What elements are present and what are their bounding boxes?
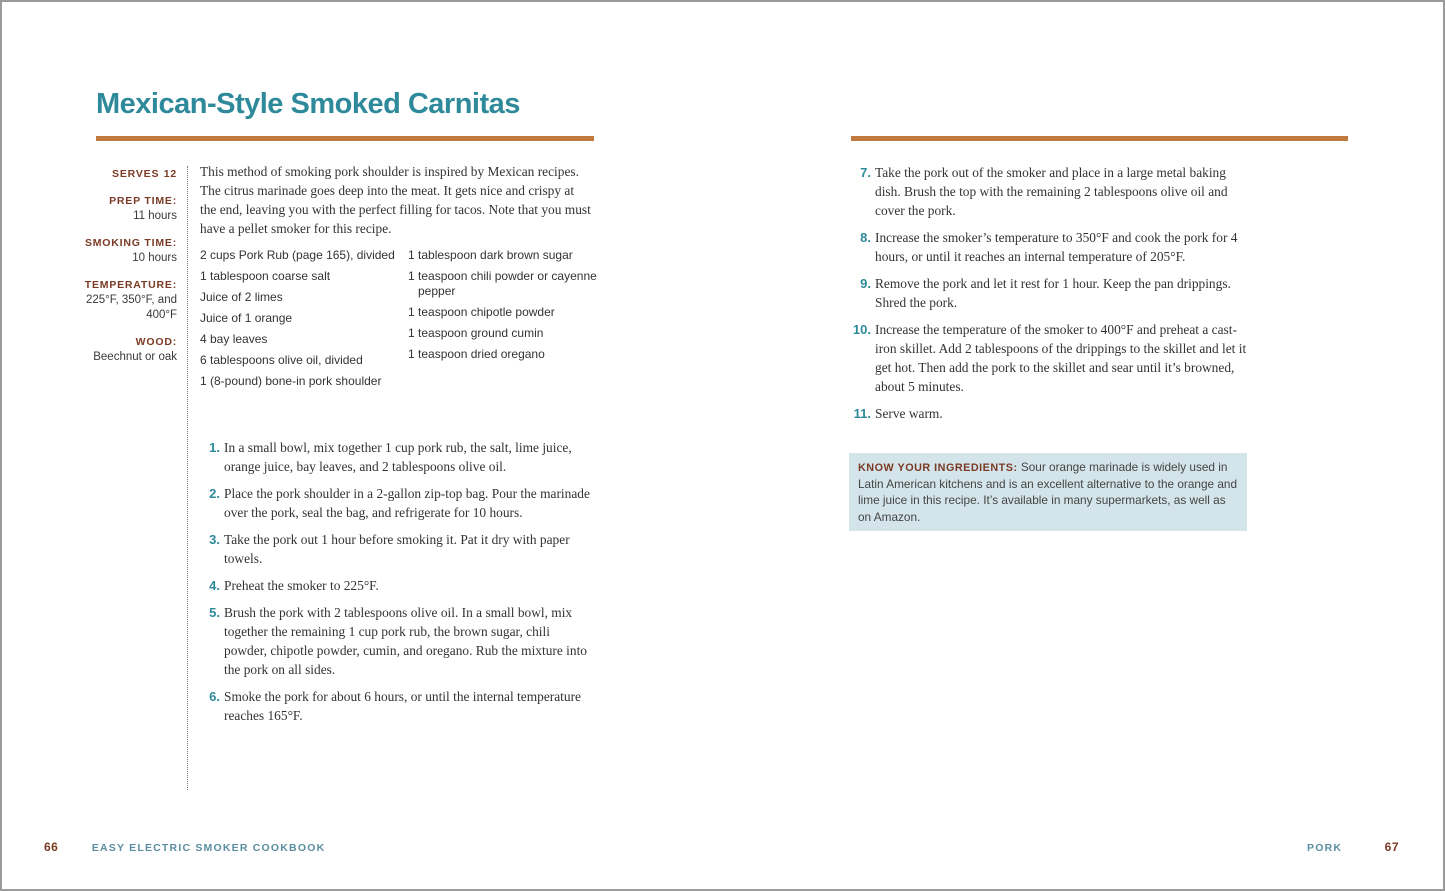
- recipe-title: Mexican-Style Smoked Carnitas: [96, 88, 520, 120]
- step-text: Increase the temperature of the smoker to 400°F and preheat a cast-iron skillet. Add 2 tablespoons of the drippings to the skillet and let it get hot. Then add the pork to the skillet and sear until it’s browned, about 5 minutes.: [875, 322, 1247, 394]
- step-item: [200, 438, 592, 476]
- step-number: 2.: [209, 486, 220, 501]
- ingredients-right: [408, 248, 598, 368]
- left-page-number: 66: [44, 840, 59, 854]
- meta-label: WOOD:: [135, 336, 177, 348]
- step-number: 8.: [860, 230, 871, 245]
- recipe-meta: [70, 164, 177, 377]
- step-item: [200, 530, 592, 568]
- meta-smoking-time: [70, 236, 177, 266]
- title-rule-left: [96, 136, 594, 141]
- step-number: 1.: [209, 440, 220, 455]
- step-item: [846, 274, 1248, 312]
- footer-left: [44, 838, 325, 856]
- meta-divider: [187, 166, 188, 790]
- step-text: Remove the pork and let it rest for 1 hour. Keep the pan drippings. Shred the pork.: [875, 276, 1231, 310]
- step-item: [846, 228, 1248, 266]
- meta-value: Beechnut or oak: [93, 351, 177, 363]
- step-item: [200, 576, 592, 595]
- step-number: 7.: [860, 165, 871, 180]
- step-text: Take the pork out of the smoker and place in a large metal baking dish. Brush the top with the remaining 2 tablespoons olive oil and cover the pork.: [875, 165, 1228, 218]
- ingredient-item: Juice of 2 limes: [200, 290, 283, 304]
- step-item: [846, 404, 1248, 423]
- step-text: Brush the pork with 2 tablespoons olive oil. In a small bowl, mix together the remaining 1 cup pork rub, the brown sugar, chili powder, chipotle powder, cumin, and oregano. Rub the mixture into the pork on all sides.: [224, 605, 587, 677]
- ingredient-item: 1 tablespoon coarse salt: [200, 269, 331, 283]
- step-item: [200, 484, 592, 522]
- step-text: Preheat the smoker to 225°F.: [224, 578, 379, 593]
- ingredient-item: 6 tablespoons olive oil, divided: [200, 353, 363, 367]
- step-number: 10.: [852, 322, 871, 337]
- step-text: Take the pork out 1 hour before smoking it. Pat it dry with paper towels.: [224, 532, 570, 566]
- step-number: 6.: [209, 689, 220, 704]
- meta-value: 10 hours: [132, 252, 177, 264]
- footer-right: [1307, 838, 1399, 856]
- steps-right: [846, 163, 1248, 431]
- meta-value: 11 hours: [133, 210, 177, 222]
- meta-label: SMOKING TIME:: [84, 237, 177, 249]
- step-number: 4.: [209, 578, 220, 593]
- right-page-number: 67: [1384, 840, 1399, 854]
- meta-label: PREP TIME:: [109, 195, 177, 207]
- ingredient-item: 1 teaspoon chipotle powder: [408, 305, 555, 319]
- meta-prep-time: [70, 194, 177, 224]
- meta-wood: [70, 335, 177, 365]
- step-text: Place the pork shoulder in a 2-gallon zip-top bag. Pour the marinade over the pork, seal the bag, and refrigerate for 10 hours.: [224, 486, 590, 520]
- step-item: [200, 687, 592, 725]
- ingredient-item: 4 bay leaves: [200, 332, 268, 346]
- meta-value: 12: [163, 168, 177, 180]
- steps-left: [200, 438, 592, 733]
- ingredients-left: [200, 248, 400, 395]
- ingredient-item: 1 tablespoon dark brown sugar: [408, 248, 573, 262]
- section-name: PORK: [1307, 842, 1343, 854]
- step-item: [200, 603, 592, 679]
- meta-label: TEMPERATURE:: [84, 279, 177, 291]
- step-number: 3.: [209, 532, 220, 547]
- meta-serves: [70, 164, 177, 182]
- step-number: 9.: [860, 276, 871, 291]
- step-text: Increase the smoker’s temperature to 350°F and cook the pork for 4 hours, or until it reaches an internal temperature of 205°F.: [875, 230, 1238, 264]
- ingredient-item: 1 teaspoon dried oregano: [408, 347, 545, 361]
- tip-text: Sour orange marinade is widely used in Latin American kitchens and is an excellent alternative to the orange and lime juice in this recipe. It’s available in many supermarkets, as well as on Amazon.: [858, 460, 1238, 524]
- meta-label: SERVES: [112, 168, 160, 180]
- tip-box: [849, 453, 1247, 531]
- step-text: Serve warm.: [875, 406, 943, 421]
- meta-value: 225°F, 350°F, and 400°F: [85, 294, 177, 321]
- step-text: Smoke the pork for about 6 hours, or until the internal temperature reaches 165°F.: [224, 689, 581, 723]
- step-text: In a small bowl, mix together 1 cup pork rub, the salt, lime juice, orange juice, bay leaves, and 2 tablespoons olive oil.: [224, 440, 572, 474]
- step-item: [846, 320, 1248, 396]
- title-rule-right: [851, 136, 1348, 141]
- tip-label: KNOW YOUR INGREDIENTS:: [858, 462, 1018, 474]
- book-title: EASY ELECTRIC SMOKER COOKBOOK: [91, 842, 326, 854]
- step-number: 11.: [853, 406, 871, 421]
- ingredient-item: 2 cups Pork Rub (page 165), divided: [200, 248, 395, 262]
- step-item: [846, 163, 1248, 220]
- step-number: 5.: [209, 605, 220, 620]
- recipe-intro: This method of smoking pork shoulder is inspired by Mexican recipes. The citrus marinade goes deep into the meat. It gets nice and crispy at the end, leaving you with the perfect filling for tacos. Note that you must have a pellet smoker for this recipe.: [200, 164, 591, 236]
- ingredient-item: 1 teaspoon chili powder or cayenne pepper: [408, 269, 597, 298]
- ingredient-item: Juice of 1 orange: [200, 311, 293, 325]
- ingredient-item: 1 (8-pound) bone-in pork shoulder: [200, 374, 382, 388]
- ingredient-item: 1 teaspoon ground cumin: [408, 326, 544, 340]
- meta-temperature: [70, 278, 177, 323]
